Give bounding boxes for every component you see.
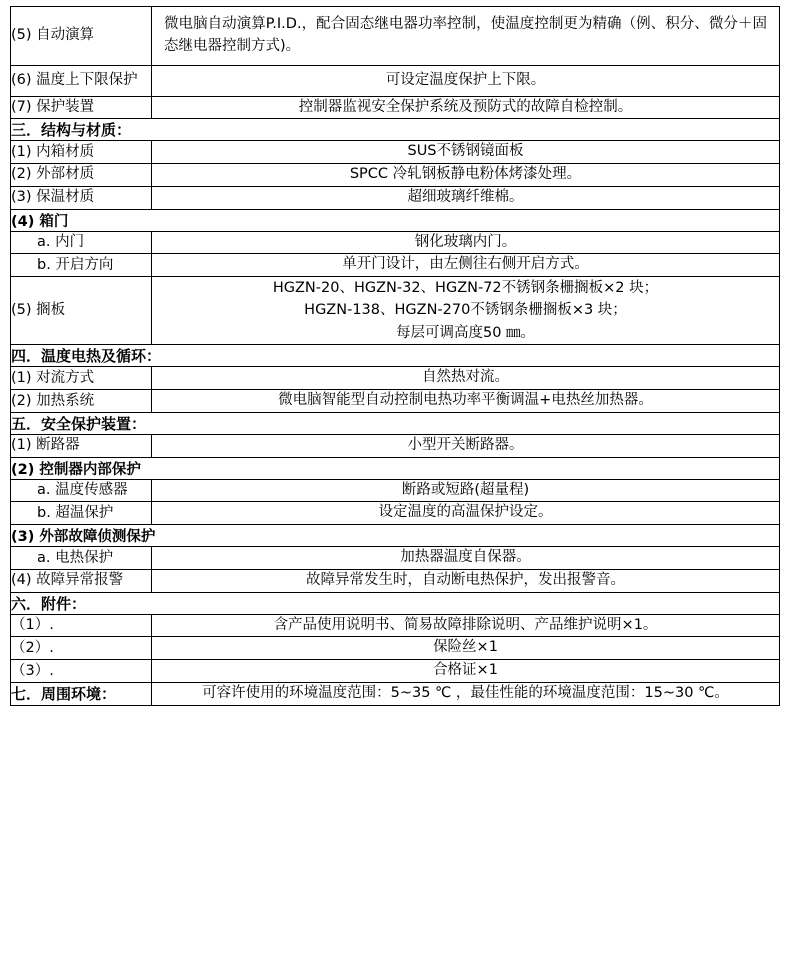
row-label: (1) 断路器	[11, 434, 152, 457]
table-body	[11, 7, 780, 706]
table-section-row	[11, 119, 780, 141]
row-label: a. 电热保护	[11, 547, 152, 570]
table-row	[11, 502, 780, 525]
table-row	[11, 186, 780, 209]
row-label: b. 开启方向	[11, 254, 152, 277]
row-value: SPCC 冷轧钢板静电粉体烤漆处理。	[152, 164, 780, 187]
row-label: a. 内门	[11, 231, 152, 254]
row-value: 加热器温度自保器。	[152, 547, 780, 570]
row-value: 微电脑智能型自动控制电热功率平衡调温+电热丝加热器。	[152, 390, 780, 413]
table-row	[11, 96, 780, 119]
table-row	[11, 569, 780, 592]
section-heading: 五．安全保护装置：	[11, 412, 780, 434]
row-value: 微电脑自动演算P.I.D.，配合固态继电器功率控制，使温度控制更为精确（例、积分、微分＋固态继电器控制方式)。	[152, 7, 780, 66]
row-value-multiline	[152, 277, 780, 345]
table-section-row	[11, 412, 780, 434]
row-value: 单开门设计，由左侧往右侧开启方式。	[152, 254, 780, 277]
table-row	[11, 141, 780, 164]
multiline-line: HGZN-20、HGZN-32、HGZN-72不锈钢条栅搁板×2 块；	[272, 280, 659, 296]
table-row	[11, 660, 780, 683]
table-subhead-row	[11, 209, 780, 231]
table-row	[11, 65, 780, 96]
row-value: 超细玻璃纤维棉。	[152, 186, 780, 209]
table-row	[11, 434, 780, 457]
row-value: SUS不锈钢镜面板	[152, 141, 780, 164]
row-value: 钢化玻璃内门。	[152, 231, 780, 254]
row-label: (3) 保温材质	[11, 186, 152, 209]
subsection-heading: (3) 外部故障侦测保护	[11, 525, 780, 547]
table-row	[11, 7, 780, 66]
row-value: 含产品使用说明书、简易故障排除说明、产品维护说明×1。	[152, 614, 780, 637]
table-row	[11, 547, 780, 570]
table-row	[11, 367, 780, 390]
row-value: 合格证×1	[152, 660, 780, 683]
row-value: 断路或短路(超量程)	[152, 479, 780, 502]
table-row	[11, 231, 780, 254]
table-row	[11, 614, 780, 637]
row-value: 设定温度的高温保护设定。	[152, 502, 780, 525]
subsection-heading: (4) 箱门	[11, 209, 780, 231]
table-section-row	[11, 592, 780, 614]
row-label: （3）.	[11, 660, 152, 683]
table-row	[11, 164, 780, 187]
multiline-line: HGZN-138、HGZN-270不锈钢条栅搁板×3 块；	[304, 302, 627, 319]
table-subhead-row	[11, 457, 780, 479]
specification-table	[10, 6, 780, 706]
row-label: (1) 对流方式	[11, 367, 152, 390]
multiline-line: 每层可调高度50 ㎜。	[395, 324, 536, 341]
section-heading: 四．温度电热及循环：	[11, 345, 780, 367]
row-label: a. 温度传感器	[11, 479, 152, 502]
row-value: 可容许使用的环境温度范围：5~35 ℃ ，最佳性能的环境温度范围：15~30 ℃。	[152, 682, 780, 705]
row-label: （1）.	[11, 614, 152, 637]
row-value: 可设定温度保护上下限。	[152, 65, 780, 96]
row-label: (6) 温度上下限保护	[11, 65, 152, 96]
row-value: 控制器监视安全保护系统及预防式的故障自检控制。	[152, 96, 780, 119]
row-label: (5) 自动演算	[11, 7, 152, 66]
row-value: 自然热对流。	[152, 367, 780, 390]
row-value: 故障异常发生时，自动断电热保护，发出报警音。	[152, 569, 780, 592]
table-row	[11, 479, 780, 502]
row-label: (2) 加热系统	[11, 390, 152, 413]
row-label: (7) 保护装置	[11, 96, 152, 119]
row-label: （2）.	[11, 637, 152, 660]
section-heading: 六．附件：	[11, 592, 780, 614]
row-label: b. 超温保护	[11, 502, 152, 525]
section-heading: 三．结构与材质：	[11, 119, 780, 141]
subsection-heading: (2) 控制器内部保护	[11, 457, 780, 479]
row-label: (2) 外部材质	[11, 164, 152, 187]
table-row	[11, 682, 780, 705]
table-section-row	[11, 345, 780, 367]
multiline-block	[152, 277, 779, 344]
table-row	[11, 254, 780, 277]
table-row	[11, 390, 780, 413]
row-label: (1) 内箱材质	[11, 141, 152, 164]
table-subhead-row	[11, 525, 780, 547]
row-label: (5) 搁板	[11, 277, 152, 345]
row-label: (4) 故障异常报警	[11, 569, 152, 592]
row-value: 保险丝×1	[152, 637, 780, 660]
row-value: 小型开关断路器。	[152, 434, 780, 457]
table-row	[11, 277, 780, 345]
row-label: 七．周围环境：	[11, 682, 152, 705]
table-row	[11, 637, 780, 660]
